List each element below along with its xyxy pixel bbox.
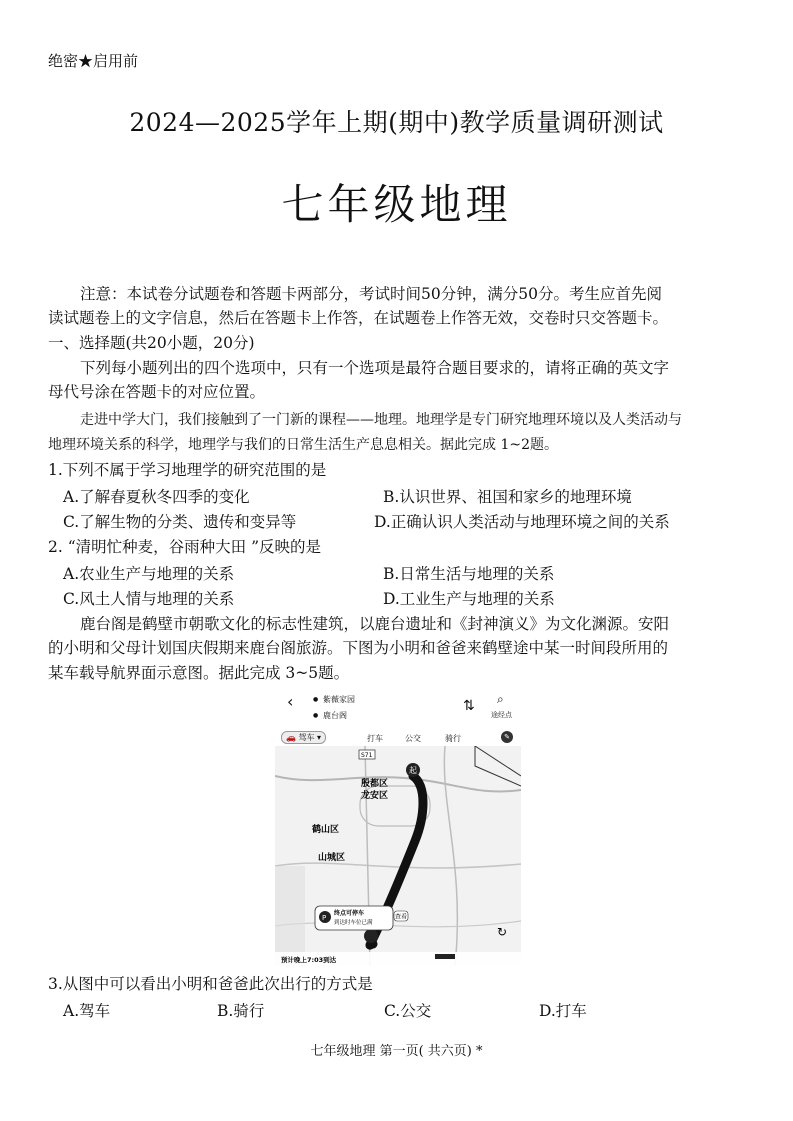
- district-label: 龙安区: [361, 791, 389, 801]
- eta-text: 预计晚上7:03到达: [281, 956, 337, 964]
- question-3-stem: 3.从图中可以看出小明和爸爸此次出行的方式是: [48, 975, 373, 993]
- map-canvas: [275, 746, 521, 966]
- instruction-line-2: 母代号涂在答题卡的对应位置。: [48, 383, 266, 401]
- section-heading: 一、选择题(共20小题，20分): [48, 334, 255, 352]
- swap-icon[interactable]: ⇅: [463, 698, 475, 714]
- tab-bike[interactable]: 骑行: [445, 734, 461, 743]
- waypoint-button[interactable]: 途经点: [491, 711, 512, 719]
- exam-title: 2024—2025学年上期(期中)教学质量调研测试: [129, 108, 664, 137]
- parking-line-2: 到达时车位已满: [334, 920, 373, 926]
- back-arrow-icon[interactable]: ‹: [287, 692, 294, 711]
- search-icon[interactable]: ⌕: [497, 692, 504, 706]
- passage1-line-2: 地理环境关系的科学，地理学与我们的日常生活生产息息相关。据此完成 1~2题。: [48, 437, 558, 453]
- passage2-line-3: 某车载导航界面示意图。据此完成 3~5题。: [48, 664, 350, 682]
- instruction-line-1: 下列每小题列出的四个选项中，只有一个选项是最符合题目要求的，请将正确的英文字: [80, 359, 670, 377]
- map-background: [275, 746, 521, 966]
- question-2-option-d: D.工业生产与地理的关系: [383, 590, 555, 608]
- tab-bus[interactable]: 公交: [405, 734, 421, 743]
- question-1-option-b: B.认识世界、祖国和家乡的地理环境: [383, 488, 632, 506]
- start-marker-label: 起: [409, 766, 417, 775]
- confidential-label: 绝密★启用前: [48, 52, 139, 70]
- question-2-stem: 2. “清明忙种麦，谷雨种大田 ”反映的是: [48, 538, 321, 556]
- question-3-option-c: C.公交: [384, 1002, 432, 1020]
- question-3-option-b: B.骑行: [217, 1002, 265, 1020]
- tab-drive-label: 驾车: [298, 733, 315, 742]
- district-label: 殷都区: [361, 779, 389, 789]
- car-icon: 🚗: [286, 733, 296, 742]
- parking-view-label: 查看: [395, 913, 408, 921]
- parking-icon-label: P: [322, 914, 327, 922]
- subject-title: 七年级地理: [281, 180, 512, 229]
- notice-line-2: 读试题卷上的文字信息，然后在答题卡上作答，在试题卷上作答无效，交卷时只交答题卡。: [48, 309, 669, 327]
- question-3-option-d: D.打车: [539, 1002, 587, 1020]
- district-label: 山城区: [318, 853, 346, 863]
- end-marker: [364, 929, 378, 943]
- refresh-icon: ↻: [497, 925, 508, 939]
- question-1-option-d: D.正确认识人类活动与地理环境之间的关系: [374, 513, 670, 531]
- question-3-option-a: A.驾车: [63, 1002, 111, 1020]
- question-1-option-c: C.了解生物的分类、遗传和变异等: [63, 513, 297, 531]
- question-2-option-a: A.农业生产与地理的关系: [63, 565, 235, 583]
- district-label: 鹤山区: [312, 825, 340, 835]
- passage1-line-1: 走进中学大门，我们接触到了一门新的课程——地理。地理学是专门研究地理环境以及人类活动与: [80, 412, 682, 428]
- parking-line-1: 终点可停车: [334, 910, 365, 917]
- origin-field[interactable]: 紫薇家园: [323, 695, 355, 704]
- passage2-line-2: 的小明和父母计划国庆假期来鹿台阁旅游。下图为小明和爸爸来鹤壁途中某一时间段所用的: [48, 639, 669, 657]
- notice-line-1: 注意：本试卷分试题卷和答题卡两部分，考试时间50分钟，满分50分。考生应首先阅: [80, 285, 662, 303]
- mountain-shading: [275, 866, 305, 966]
- destination-field[interactable]: 鹿台阁: [323, 711, 347, 720]
- route-header: [275, 688, 521, 730]
- question-1-option-a: A.了解春夏秋冬四季的变化: [63, 488, 250, 506]
- tab-drive[interactable]: 🚗 驾车 ▾: [281, 731, 326, 744]
- passage2-line-1: 鹿台阁是鹤壁市朝歌文化的标志性建筑，以鹿台遗址和《封神演义》为文化渊源。安阳: [80, 615, 670, 633]
- tab-taxi[interactable]: 打车: [367, 734, 383, 743]
- feedback-icon[interactable]: ✎: [501, 731, 513, 743]
- road-shield-label: S71: [361, 752, 373, 759]
- question-1-stem: 1.下列不属于学习地理学的研究范围的是: [48, 461, 327, 479]
- question-2-option-c: C.风土人情与地理的关系: [63, 590, 235, 608]
- origin-dot-icon: ●: [313, 696, 319, 703]
- question-2-option-b: B.日常生活与地理的关系: [383, 565, 555, 583]
- mode-tabs: [275, 730, 521, 746]
- destination-dot-icon: ●: [313, 712, 319, 719]
- page-footer: 七年级地理 第一页( 共六页) *: [310, 1044, 483, 1059]
- scale-bar: [435, 954, 455, 959]
- navigation-map-figure: [275, 688, 521, 966]
